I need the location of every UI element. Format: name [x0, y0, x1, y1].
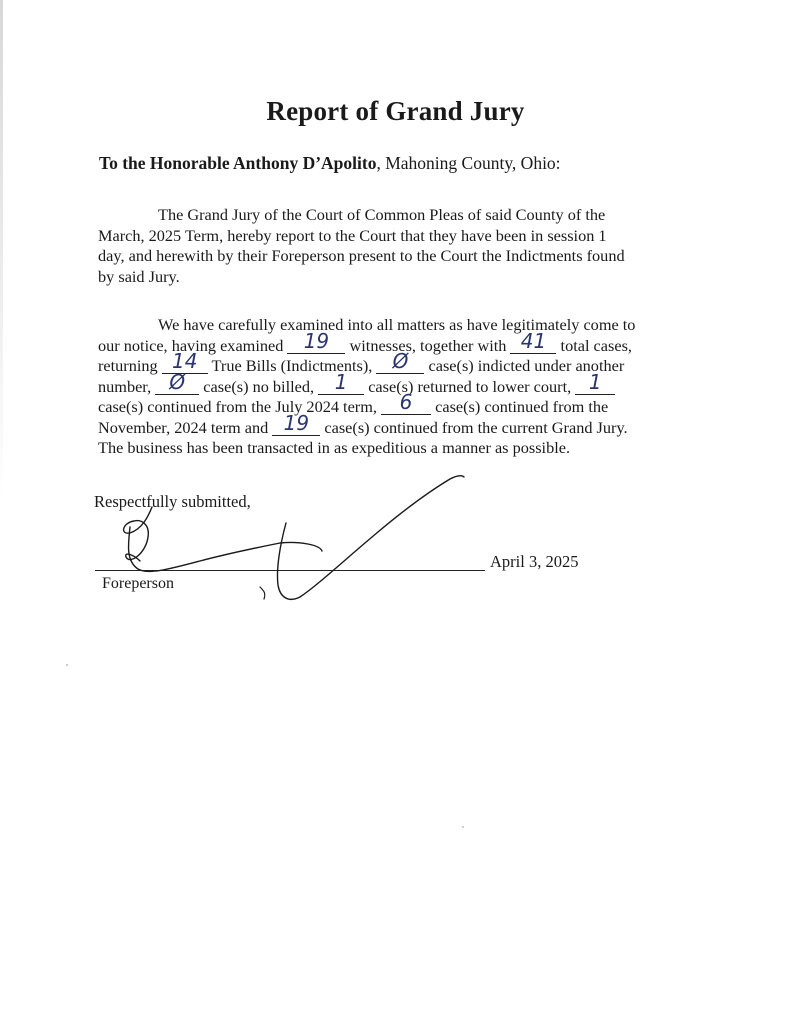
continued-nov-count: 6 [399, 390, 413, 414]
paragraph-session [98, 205, 698, 287]
handwritten-signature [90, 465, 490, 615]
text-fragment: case(s) returned to lower court, [364, 376, 576, 396]
text-fragment: returning [98, 356, 162, 375]
indicted-other-count: Ø [392, 349, 409, 373]
para2-line-7: The business has been transacted in as expeditious a manner as possible. [98, 438, 571, 457]
para2-line-5 [98, 390, 698, 418]
text-fragment: November, 2024 term and [98, 417, 273, 437]
address-county: , Mahoning County, Ohio: [376, 153, 561, 173]
para1-line-1: The Grand Jury of the Court of Common Pleas of said County of the [158, 205, 606, 224]
text-fragment: our notice, having examined [98, 335, 288, 355]
text-fragment: case(s) continued from the [431, 397, 609, 416]
addressee: To the Honorable Anthony D’Apolito [99, 153, 377, 173]
lower-court-blank [318, 369, 364, 395]
address-line [99, 153, 561, 174]
closing-text: Respectfully submitted, [94, 492, 251, 511]
scan-speck [462, 826, 464, 828]
para2-line-4 [98, 369, 698, 398]
continued-july-count: 1 [588, 369, 602, 394]
witnesses-count: 19 [303, 328, 330, 353]
witnesses-blank [287, 328, 345, 354]
scan-edge [0, 0, 3, 500]
para1-line-2: March, 2025 Term, hereby report to the Court that they have been in session 1 [98, 225, 607, 245]
indicted-other-blank [376, 349, 424, 374]
text-fragment: case(s) continued from the July 2024 term, [98, 397, 382, 416]
continued-current-blank [272, 410, 320, 436]
paragraph-findings [98, 315, 698, 459]
report-date: April 3, 2025 [490, 552, 579, 571]
text-fragment: case(s) no billed, [199, 376, 319, 396]
no-billed-count: Ø [169, 369, 186, 394]
text-fragment: case(s) indicted under another [424, 356, 625, 375]
scan-speck [66, 664, 68, 666]
text-fragment: True Bills (Indictments), [207, 356, 377, 375]
para1-line-4: by said Jury. [98, 266, 180, 286]
total-cases-blank [510, 328, 556, 354]
para2-line-1: We have carefully examined into all matters as have legitimately come to [158, 315, 636, 334]
para2-line-6 [98, 410, 698, 439]
continued-july-blank [575, 369, 615, 395]
para2-line-3 [98, 349, 698, 377]
total-cases-count: 41 [520, 328, 547, 353]
continued-current-count: 19 [283, 410, 310, 435]
true-bills-count: 14 [172, 349, 198, 373]
lower-court-count: 1 [334, 369, 348, 394]
text-fragment: case(s) continued from the current Grand Jury. [320, 417, 628, 437]
continued-nov-blank [381, 390, 431, 415]
text-fragment: number, [98, 376, 156, 396]
no-billed-blank [155, 369, 199, 395]
document-title: Report of Grand Jury [266, 96, 525, 126]
text-fragment: total cases, [556, 335, 632, 355]
para1-line-3: day, and herewith by their Foreperson present to the Court the Indictments found [98, 246, 625, 265]
text-fragment: witnesses, together with [345, 335, 511, 355]
signer-label: Foreperson [102, 575, 174, 592]
